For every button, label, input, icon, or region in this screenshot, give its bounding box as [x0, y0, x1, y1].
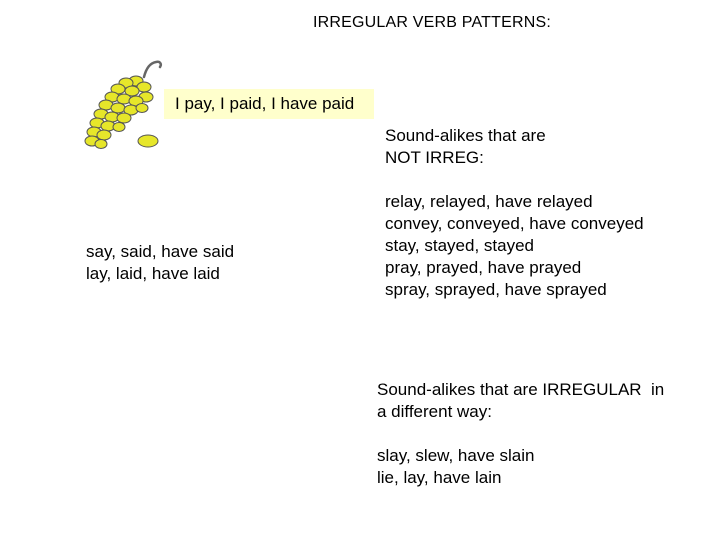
verb-line: pray, prayed, have prayed	[385, 258, 582, 277]
left-verb-list	[86, 241, 234, 285]
section-heading-line: Sound-alikes that are	[385, 126, 546, 145]
irregular-soundalikes-block	[377, 379, 664, 489]
verb-line: stay, stayed, stayed	[385, 236, 534, 255]
verb-line: convey, conveyed, have conveyed	[385, 214, 644, 233]
section-heading-line: NOT IRREG:	[385, 148, 484, 167]
verb-line: spray, sprayed, have sprayed	[385, 280, 607, 299]
verb-line: slay, slew, have slain	[377, 446, 535, 465]
verb-line: lay, laid, have laid	[86, 264, 220, 283]
highlighted-pattern: I pay, I paid, I have paid	[164, 89, 374, 119]
verb-line: lie, lay, have lain	[377, 468, 502, 487]
regular-soundalikes-block	[385, 125, 644, 301]
page-title: IRREGULAR VERB PATTERNS:	[313, 14, 552, 31]
verb-line: say, said, have said	[86, 242, 235, 261]
grapes-icon	[76, 55, 176, 160]
verb-line: relay, relayed, have relayed	[385, 192, 593, 211]
section-heading-line: Sound-alikes that are IRREGULAR in	[377, 380, 665, 399]
section-heading-line: a different way:	[377, 402, 492, 421]
